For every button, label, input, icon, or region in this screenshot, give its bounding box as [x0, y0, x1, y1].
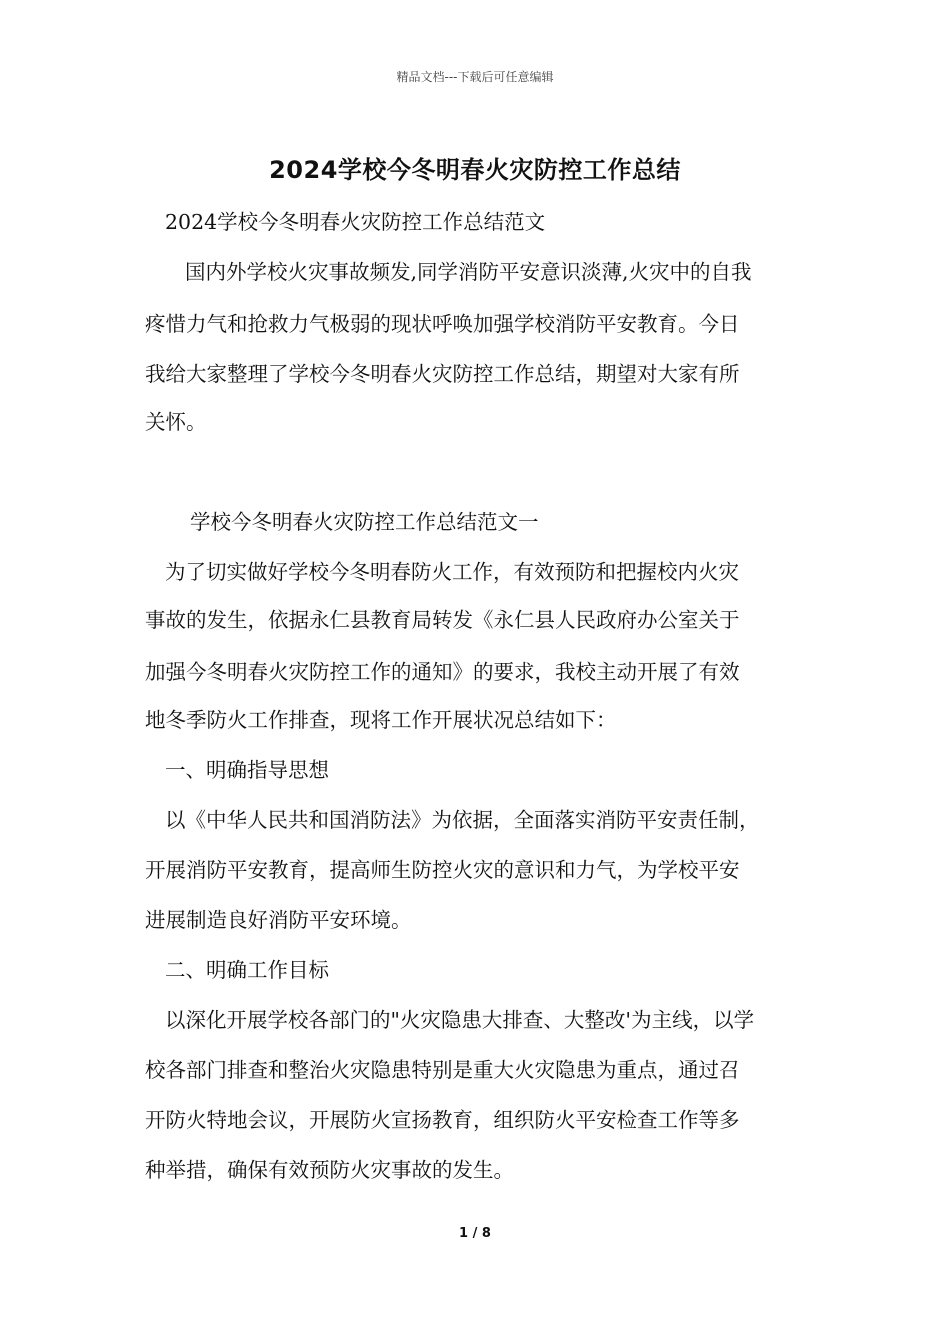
intro-line-4: 关怀。 — [145, 410, 207, 434]
para1-line-1: 为了切实做好学校今冬明春防火工作，有效预防和把握校内火灾 — [165, 560, 739, 584]
para3-line-3: 开防火特地会议，开展防火宣扬教育，组织防火平安检查工作等多 — [145, 1108, 740, 1132]
heading-1: 一、明确指导思想 — [165, 758, 329, 782]
para3-line-4: 种举措，确保有效预防火灾事故的发生。 — [145, 1158, 514, 1182]
subtitle-line: 2024学校今冬明春火灾防控工作总结范文 — [165, 210, 546, 234]
intro-line-3: 我给大家整理了学校今冬明春火灾防控工作总结，期望对大家有所 — [145, 362, 740, 386]
heading-2: 二、明确工作目标 — [165, 958, 329, 982]
page-number: 1 / 8 — [459, 1226, 491, 1241]
para2-line-3: 进展制造良好消防平安环境。 — [145, 908, 412, 932]
para2-line-1: 以《中华人民共和国消防法》为依据，全面落实消防平安责任制， — [165, 808, 760, 832]
intro-line-1: 国内外学校火灾事故频发,同学消防平安意识淡薄,火灾中的自我 — [185, 260, 752, 284]
para3-line-2: 校各部门排查和整治火灾隐患特别是重大火灾隐患为重点，通过召 — [145, 1058, 740, 1082]
intro-line-2: 疼惜力气和抢救力气极弱的现状呼唤加强学校消防平安教育。今日 — [145, 312, 740, 336]
document-title: 2024学校今冬明春火灾防控工作总结 — [269, 156, 681, 184]
para1-line-4: 地冬季防火工作排查，现将工作开展状况总结如下： — [145, 708, 617, 732]
para3-line-1: 以深化开展学校各部门的"火灾隐患大排查、大整改'为主线，以学 — [165, 1008, 755, 1032]
page-header: 精品文档---下载后可任意编辑 — [396, 70, 554, 84]
section-heading: 学校今冬明春火灾防控工作总结范文一 — [190, 510, 539, 534]
para2-line-2: 开展消防平安教育，提高师生防控火灾的意识和力气，为学校平安 — [145, 858, 740, 882]
para1-line-2: 事故的发生，依据永仁县教育局转发《永仁县人民政府办公室关于 — [145, 608, 740, 632]
para1-line-3: 加强今冬明春火灾防控工作的通知》的要求，我校主动开展了有效 — [145, 660, 740, 684]
